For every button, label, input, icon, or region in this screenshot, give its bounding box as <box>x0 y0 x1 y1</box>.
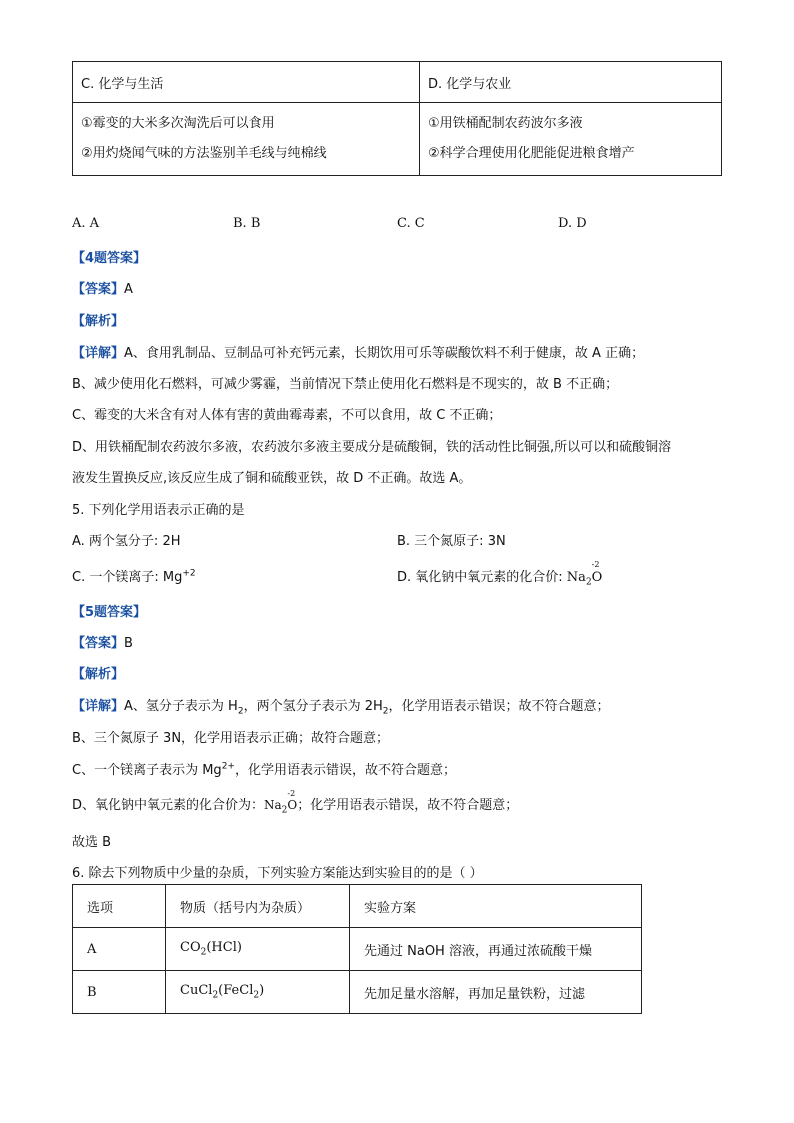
row-a-sub1-n: 2 <box>200 947 207 958</box>
q6-header-plan: 实验方案 <box>350 885 642 928</box>
q6-row-a-plan: 先通过 NaOH 溶液，再通过浓硫酸干燥 <box>350 928 642 971</box>
q5-line1-sub1: 2 <box>237 706 244 717</box>
q5-line1-sub2: 2 <box>382 706 389 717</box>
q5-option-c <box>72 566 196 585</box>
q4-option-c: C. C <box>397 216 425 231</box>
line4-formula-o: O <box>287 798 298 812</box>
q5-option-d <box>397 560 603 588</box>
q5-answer-label: 【答案】 <box>72 636 125 651</box>
q4-detail-line-4: D、用铁桶配制农药波尔多液，农药波尔多液主要成分是硫酸铜，铁的活动性比铜强,所以可以和硫酸铜溶 <box>72 440 672 455</box>
table-row <box>73 971 642 1014</box>
line4-formula-sub: 2 <box>281 805 288 816</box>
q6-table <box>72 884 642 1014</box>
q4-detail-line-1 <box>72 342 644 361</box>
q5-detail-line-1 <box>72 695 610 717</box>
q4-option-d: D. D <box>558 216 587 231</box>
line4-formula-charge: -2 <box>287 789 296 798</box>
q5-option-c-text: C. 一个镁离子: Mg <box>72 570 183 585</box>
q5-formula-na2o <box>566 560 603 588</box>
row-b-sub1-end: ) <box>259 983 265 999</box>
row-a-sub1: CO <box>180 940 201 956</box>
q4-answer-line <box>72 278 133 297</box>
option-c-item-1: ①霉变的大米多次淘洗后可以食用 <box>81 116 275 131</box>
q5-detail-line-3 <box>72 759 456 778</box>
q5-option-d-text: D. 氧化钠中氧元素的化合价: <box>397 570 567 585</box>
q4-option-b: B. B <box>233 216 261 231</box>
row-a-sub1-rest: (HCl) <box>206 940 242 956</box>
q6-row-a-option: A <box>73 928 166 971</box>
q4-detail-text-1: A、食用乳制品、豆制品可补充钙元素，长期饮用可乐等碳酸饮料不利于健康，故 A 正确； <box>124 346 645 361</box>
q6-row-b-substance <box>166 971 350 1014</box>
q6-stem: 6. 除去下列物质中少量的杂质，下列实验方案能达到实验目的的是（ ） <box>72 866 483 881</box>
q4-detail-line-2: B、减少使用化石燃料，可减少雾霾，当前情况下禁止使用化石燃料是不现实的，故 B 不正确； <box>72 377 619 392</box>
q5-answer-heading: 【5题答案】 <box>72 605 147 620</box>
line4-formula-o-wrap <box>287 789 298 812</box>
q5-stem: 5. 下列化学用语表示正确的是 <box>72 503 245 518</box>
row-b-sub1: CuCl <box>180 983 213 999</box>
row-b-sub1-n: 2 <box>212 990 219 1001</box>
table-row <box>73 928 642 971</box>
q5-line3a: C、一个镁离子表示为 Mg <box>72 763 222 778</box>
option-d-title: D. 化学与农业 <box>420 62 722 103</box>
q5-option-c-charge: +2 <box>182 568 196 579</box>
option-c-item-2: ②用灼烧闻气味的方法鉴别羊毛线与纯棉线 <box>81 146 327 161</box>
option-d-item-1: ①用铁桶配制农药波尔多液 <box>428 116 583 131</box>
q4-option-a: A. A <box>72 216 100 231</box>
q5-option-a: A. 两个氢分子: 2H <box>72 534 181 549</box>
q5-option-b: B. 三个氮原子: 3N <box>397 534 506 549</box>
formula-sub: 2 <box>585 577 592 588</box>
q4-answer-value: A <box>124 282 133 297</box>
q6-header-option: 选项 <box>73 885 166 928</box>
q5-answer-value: B <box>124 636 133 651</box>
line4-formula-na: Na <box>264 798 282 812</box>
q5-line1c: ，化学用语表示错误；故不符合题意； <box>388 699 610 714</box>
row-b-sub1-mid: (FeCl <box>218 983 254 999</box>
q5-detail-label: 【详解】 <box>72 699 125 714</box>
q5-line4b: ；化学用语表示错误，故不符合题意； <box>297 798 519 813</box>
option-c-items <box>73 103 420 176</box>
detail-label: 【详解】 <box>72 346 125 361</box>
options-table-cd <box>72 61 722 176</box>
q4-detail-line-3: C、霉变的大米含有对人体有害的黄曲霉毒素，不可以食用，故 C 不正确； <box>72 408 502 423</box>
q5-line4-formula <box>264 789 298 816</box>
q5-answer-line <box>72 632 133 651</box>
q5-line1b: ，两个氢分子表示为 2H <box>243 699 383 714</box>
q5-conclusion: 故选 B <box>72 835 112 850</box>
q5-line1a: A、氢分子表示为 H <box>124 699 238 714</box>
q6-row-b-plan: 先加足量水溶解，再加足量铁粉，过滤 <box>350 971 642 1014</box>
option-d-items <box>420 103 722 176</box>
q5-detail-line-2: B、三个氮原子 3N，化学用语表示正确；故符合题意； <box>72 731 390 746</box>
q4-answer-heading: 【4题答案】 <box>72 251 147 266</box>
q5-detail-line-4 <box>72 789 519 816</box>
q5-analysis-heading: 【解析】 <box>72 667 125 682</box>
formula-na: Na <box>566 570 586 585</box>
q6-row-b-option: B <box>73 971 166 1014</box>
q6-row-a-substance <box>166 928 350 971</box>
q4-analysis-heading: 【解析】 <box>72 314 125 329</box>
formula-o-wrap <box>591 560 603 585</box>
row-b-sub1-n2: 2 <box>253 990 260 1001</box>
q5-line3-sup: 2+ <box>221 761 235 772</box>
option-d-item-2: ②科学合理使用化肥能促进粮食增产 <box>428 146 635 161</box>
option-c-title: C. 化学与生活 <box>73 62 420 103</box>
answer-label: 【答案】 <box>72 282 125 297</box>
q4-detail-line-5: 液发生置换反应,该反应生成了铜和硫酸亚铁，故 D 不正确。故选 A。 <box>72 471 472 486</box>
q5-line3b: ，化学用语表示错误，故不符合题意； <box>234 763 456 778</box>
q6-header-substance: 物质（括号内为杂质） <box>166 885 350 928</box>
formula-o: O <box>591 570 603 585</box>
formula-charge: -2 <box>591 560 600 569</box>
q5-line4a: D、氧化钠中氧元素的化合价为： <box>72 798 265 813</box>
